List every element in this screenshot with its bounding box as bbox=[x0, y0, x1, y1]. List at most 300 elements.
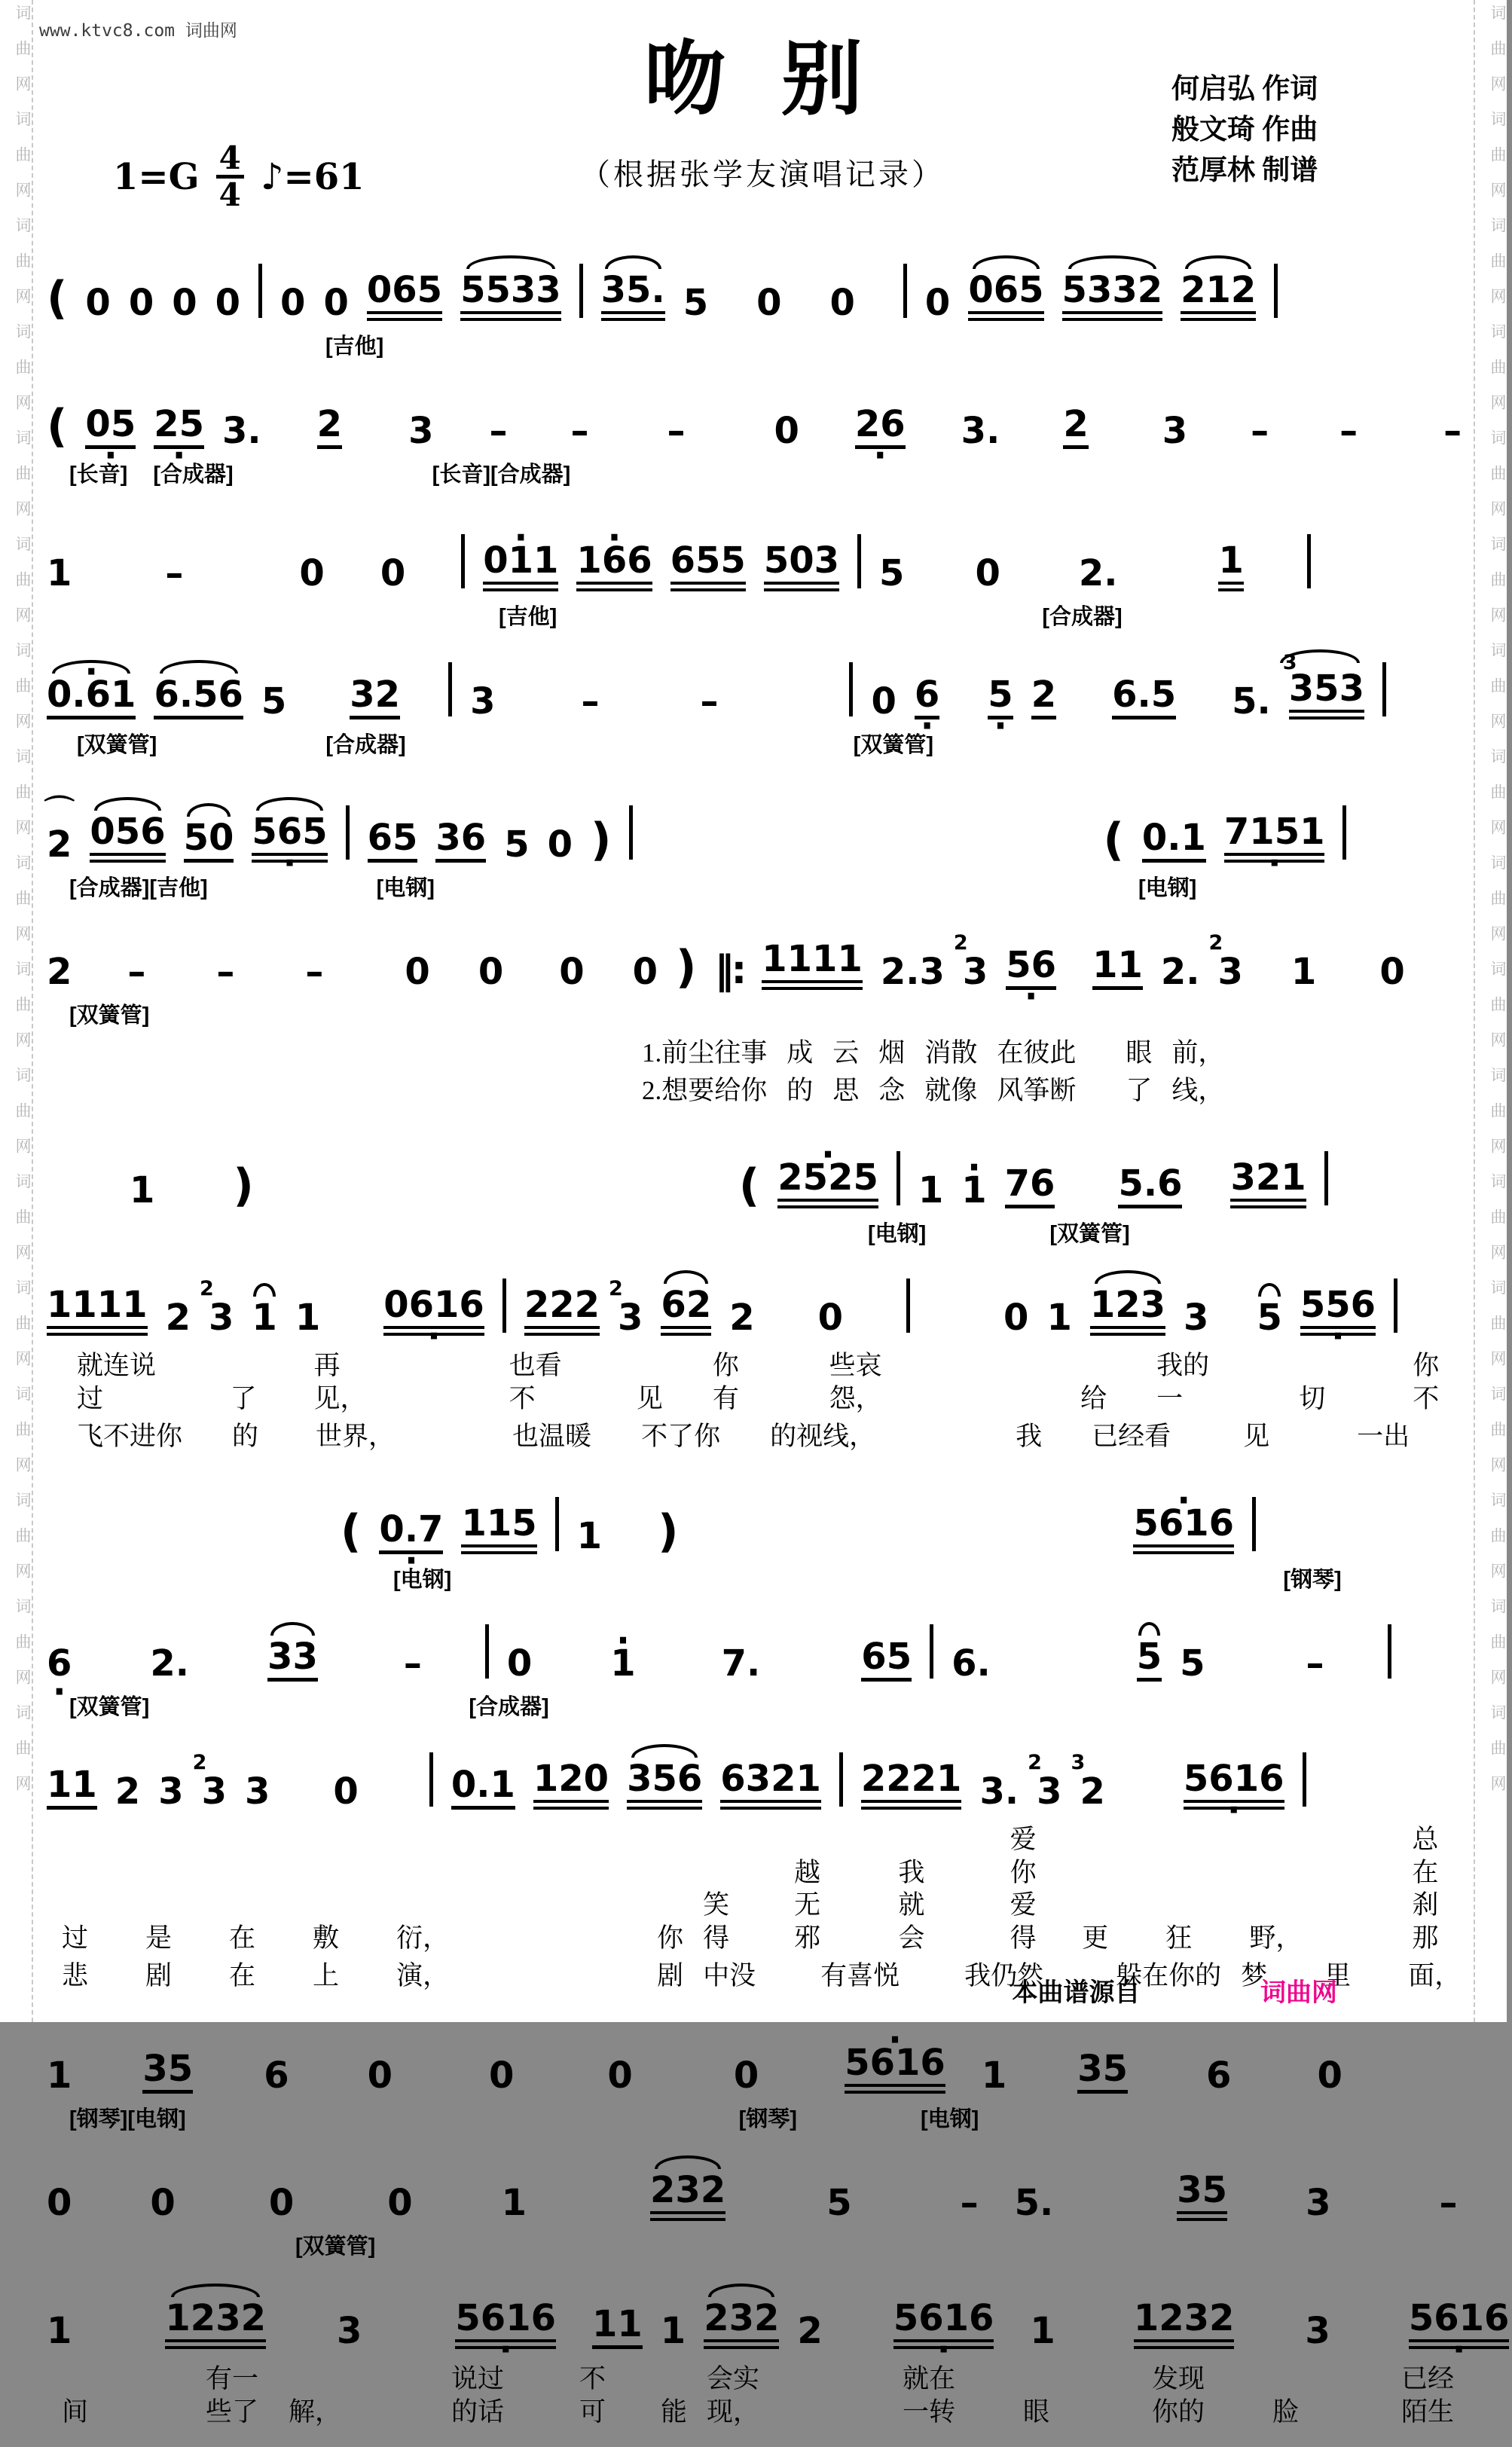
note-token: 5616 · bbox=[1184, 1761, 1284, 1810]
lyric-text: 我 bbox=[1016, 1421, 1043, 1451]
notes-row bbox=[47, 1253, 1465, 1348]
note-token: 0 bbox=[387, 2182, 413, 2225]
note-token: 0 bbox=[547, 823, 573, 866]
note-token: 2 3 bbox=[618, 1300, 643, 1336]
note-token: 5616 · bbox=[893, 2300, 994, 2349]
site-watermark: www.ktvc8.com 词曲网 bbox=[39, 21, 237, 41]
note-token: 11 bbox=[592, 2306, 643, 2349]
instrument-label: [合成器] bbox=[469, 1695, 549, 1720]
lyric-text: 在 bbox=[229, 1960, 256, 1990]
lyric-text: 2.想要给你 bbox=[642, 1075, 768, 1105]
instrument-label: [电钢] bbox=[376, 875, 435, 900]
lyric-text: 的 bbox=[232, 1421, 259, 1451]
note-token: 1 bbox=[130, 1169, 155, 1211]
lyric-text: 不可 bbox=[579, 2364, 606, 2427]
note-token: 1 bbox=[1030, 2310, 1055, 2353]
notes-row bbox=[47, 238, 1465, 333]
lyric-text: 了 bbox=[230, 1384, 257, 1414]
note-token: 26 · bbox=[855, 406, 906, 449]
bar-line bbox=[629, 805, 633, 860]
labels-row bbox=[47, 732, 1465, 765]
note-token: 11 bbox=[1092, 947, 1143, 990]
lyric-text: 的 bbox=[787, 1075, 814, 1105]
note-token: ( bbox=[1103, 813, 1124, 866]
lyric-text: 就像 bbox=[924, 1075, 978, 1105]
note-token: 2 bbox=[47, 951, 72, 994]
notes-row bbox=[47, 1599, 1465, 1694]
note-token: 32 bbox=[350, 677, 400, 719]
note-token: 6 · bbox=[47, 1645, 72, 1682]
lyric-text: 也看不 bbox=[509, 1351, 562, 1414]
left-watermark-strip bbox=[0, 0, 33, 2022]
lyric-text: 见 bbox=[1243, 1421, 1270, 1451]
lyric-text: 总在刹那 bbox=[1412, 1824, 1439, 1954]
note-token: 0 bbox=[268, 2182, 295, 2225]
time-signature-bottom: 4 bbox=[218, 176, 241, 214]
lyric-text: 不了你 bbox=[641, 1421, 721, 1451]
note-token: 1232 bbox=[165, 2300, 266, 2349]
note-token: 2 bbox=[797, 2310, 823, 2353]
lyric-text: 思 bbox=[832, 1075, 860, 1105]
lyrics-row bbox=[47, 1419, 1465, 1456]
note-token: 1111 bbox=[762, 941, 863, 990]
credits-block bbox=[1171, 69, 1318, 191]
note-token: 0 bbox=[172, 282, 197, 324]
labels-row bbox=[47, 875, 1465, 908]
bar-line bbox=[502, 1278, 506, 1333]
note-token: 36 bbox=[435, 820, 486, 863]
note-token: 123 bbox=[1090, 1287, 1165, 1336]
note-token: 0 bbox=[299, 552, 325, 595]
note-token: 2 bbox=[165, 1297, 191, 1340]
note-token: 2.3 bbox=[880, 951, 945, 994]
note-token: 2 bbox=[1031, 677, 1056, 719]
lyric-text: 飞不进你 bbox=[77, 1421, 183, 1451]
bar-line bbox=[346, 805, 350, 860]
bar-line bbox=[579, 264, 583, 318]
note-token: 5 bbox=[261, 680, 287, 723]
lyric-text: 眼 bbox=[1022, 2397, 1049, 2427]
lyric-text: 就在一转 bbox=[903, 2364, 956, 2427]
note-token: 2. bbox=[1160, 951, 1200, 994]
note-token: 0 bbox=[607, 2054, 633, 2097]
note-token: 7151 · bbox=[1224, 814, 1325, 863]
note-token: 1232 bbox=[1134, 2300, 1235, 2349]
note-token: 6.56 bbox=[154, 677, 243, 719]
credit-arranger: 范厚林 制谱 bbox=[1171, 155, 1318, 186]
note-token: – bbox=[165, 552, 184, 595]
instrument-label: [钢琴] bbox=[1283, 1567, 1342, 1592]
note-token: 0 bbox=[478, 951, 504, 994]
lyric-text: 线， bbox=[1171, 1075, 1225, 1105]
bar-line bbox=[897, 1151, 900, 1205]
note-token: 3 bbox=[245, 1770, 270, 1813]
note-token: 556 · bbox=[1300, 1287, 1376, 1336]
note-token: 3. bbox=[222, 409, 261, 452]
lyric-text: 1.前尘往事 bbox=[642, 1038, 768, 1068]
labels-row bbox=[47, 2106, 1465, 2139]
lyric-text: 世界， bbox=[316, 1421, 396, 1451]
note-token: 0 bbox=[829, 282, 855, 324]
system-3 bbox=[47, 780, 1465, 1110]
instrument-label: [双簧管] bbox=[1049, 1221, 1130, 1246]
lyric-text: 念 bbox=[878, 1075, 906, 1105]
labels-row bbox=[47, 1220, 1465, 1254]
note-token: 1 bbox=[660, 2310, 686, 2353]
notes-row bbox=[47, 1126, 1465, 1220]
key-tempo-line bbox=[113, 139, 365, 214]
bar-line bbox=[849, 662, 853, 716]
note-token: 76 bbox=[1005, 1165, 1055, 1208]
notes-row bbox=[47, 1727, 1465, 1822]
note-token: – bbox=[960, 2182, 979, 2225]
note-token: 0 bbox=[367, 2054, 393, 2097]
note-token: 1111 bbox=[47, 1287, 148, 1336]
instrument-label: [双簧管] bbox=[295, 2235, 376, 2259]
note-token: 222 bbox=[524, 1287, 600, 1336]
note-token: ⌒ 2 bbox=[47, 826, 72, 863]
note-token: 25 · bbox=[154, 406, 204, 449]
note-token: 2 bbox=[115, 1770, 141, 1813]
labels-row bbox=[47, 1002, 1465, 1035]
note-token: 0 bbox=[333, 1770, 359, 1813]
note-token: 5533 bbox=[460, 272, 561, 321]
note-token: 5. bbox=[1232, 680, 1271, 723]
note-token: – bbox=[667, 409, 686, 452]
lyric-text: 躲在你的 bbox=[1116, 1960, 1222, 1990]
credit-lyricist: 何启弘 作词 bbox=[1171, 74, 1318, 105]
note-token: 7. bbox=[721, 1642, 761, 1685]
bar-line bbox=[1303, 1752, 1306, 1807]
note-token: 2 bbox=[1063, 406, 1088, 449]
note-token: 5 bbox=[504, 823, 530, 866]
note-token: 0 bbox=[632, 951, 658, 994]
note-token: ) bbox=[676, 941, 697, 994]
note-token: 2 bbox=[317, 406, 342, 449]
note-token: 565 · bbox=[252, 814, 327, 863]
notes-row bbox=[47, 366, 1465, 461]
labels-row bbox=[47, 333, 1465, 366]
note-token: – bbox=[1339, 409, 1358, 452]
instrument-label: [合成器][吉他] bbox=[69, 875, 208, 900]
notes-row bbox=[47, 2138, 1465, 2233]
note-token: 0 bbox=[871, 680, 897, 723]
note-token: ( bbox=[738, 1159, 760, 1212]
lyric-text: 上 bbox=[313, 1960, 340, 1990]
instrument-label: [电钢] bbox=[868, 1221, 927, 1246]
lyric-text: 再见， bbox=[313, 1351, 367, 1414]
instrument-label: [双簧管] bbox=[77, 733, 157, 758]
note-token: 35 bbox=[1077, 2051, 1128, 2094]
note-token: 6321 bbox=[720, 1761, 821, 1810]
note-token: 2 3 bbox=[202, 1773, 227, 1810]
bar-line bbox=[906, 1278, 910, 1333]
note-token: 50 bbox=[184, 820, 234, 863]
note-token: 0 bbox=[405, 951, 430, 994]
lyric-text: 发现你的 bbox=[1152, 2364, 1205, 2427]
lyric-text: 云 bbox=[832, 1038, 860, 1068]
note-token: 0.1 bbox=[1142, 820, 1206, 863]
instrument-label: [钢琴] bbox=[738, 2106, 797, 2131]
note-token: 655 bbox=[670, 542, 746, 591]
labels-row bbox=[47, 2233, 1465, 2266]
instrument-label: [长音][合成器] bbox=[432, 462, 571, 487]
note-token: 3 bbox=[1162, 409, 1188, 452]
labels-row bbox=[47, 461, 1465, 494]
bar-line bbox=[1307, 534, 1311, 588]
note-token: 0 bbox=[817, 1297, 844, 1340]
lyric-text: 给 bbox=[1080, 1384, 1107, 1414]
note-token: – bbox=[1439, 2182, 1458, 2225]
note-token: 65 bbox=[368, 820, 418, 863]
note-token: ) bbox=[233, 1159, 254, 1212]
note-token: 05 · bbox=[85, 406, 136, 449]
note-token: 3 bbox=[1305, 2310, 1330, 2353]
note-token: 1 · bbox=[610, 1645, 635, 1682]
note-token: 6. bbox=[951, 1642, 991, 1685]
lyric-text: 剧 bbox=[657, 1960, 684, 1990]
instrument-label: [双簧管] bbox=[69, 1004, 150, 1028]
bar-line bbox=[1274, 264, 1278, 318]
lyric-text: 更 bbox=[1082, 1923, 1109, 1954]
lyrics-row bbox=[47, 1822, 1465, 1958]
system-5 bbox=[47, 1471, 1465, 1996]
bar-line bbox=[1342, 805, 1346, 860]
system-6 bbox=[47, 2011, 1510, 2432]
lyric-text: 了 bbox=[1126, 1075, 1153, 1105]
note-token: 1 bbox=[1046, 1297, 1072, 1340]
time-signature bbox=[216, 139, 244, 214]
lyric-text: 有喜悦 bbox=[820, 1960, 900, 1990]
note-token: 0 bbox=[975, 552, 1000, 595]
note-token: 6 bbox=[264, 2054, 289, 2097]
bar-line bbox=[1388, 1624, 1391, 1679]
footer-brand: 词曲网 bbox=[1260, 1978, 1337, 2007]
lyric-text: 你有 bbox=[712, 1351, 739, 1414]
note-token: 33 bbox=[267, 1639, 318, 1682]
lyric-text: 演， bbox=[396, 1960, 450, 1990]
footer-source-prefix: 本曲谱源自 bbox=[1012, 1978, 1141, 2007]
lyric-text: 能 bbox=[661, 2397, 688, 2427]
note-token: – bbox=[127, 951, 146, 994]
bar-line bbox=[857, 534, 861, 588]
performance-note: （根据张学友演唱记录） bbox=[580, 157, 945, 191]
bar-line bbox=[461, 534, 465, 588]
lyric-text: 是 bbox=[145, 1923, 173, 1954]
lyric-text: 敷 bbox=[313, 1923, 340, 1954]
note-token: 2 3 bbox=[209, 1300, 234, 1336]
labels-row bbox=[47, 1566, 1465, 1599]
note-token: 1 bbox=[1291, 951, 1317, 994]
note-token: 232 bbox=[650, 2172, 725, 2221]
note-token: 56 · bbox=[1006, 947, 1056, 990]
note-token: 0.1 bbox=[451, 1767, 515, 1810]
note-token: 115 bbox=[461, 1505, 536, 1554]
instrument-label: [吉他] bbox=[325, 335, 384, 359]
system-2 bbox=[47, 509, 1465, 764]
note-token: 6 · bbox=[915, 677, 939, 719]
note-token: – bbox=[216, 951, 235, 994]
instrument-label: [双簧管] bbox=[69, 1695, 150, 1720]
note-token: 0 bbox=[1003, 1297, 1029, 1340]
note-token: 2221 bbox=[861, 1761, 962, 1810]
note-token: 3 bbox=[1184, 1297, 1209, 1340]
note-token: 120 bbox=[533, 1761, 609, 1810]
bar-line bbox=[429, 1752, 433, 1807]
lyric-text: 见 bbox=[636, 1384, 663, 1414]
note-token: – bbox=[570, 409, 589, 452]
note-token: 321 bbox=[1230, 1159, 1306, 1208]
instrument-label: [长音] bbox=[69, 462, 128, 487]
lyric-text: 也温暖 bbox=[512, 1421, 592, 1451]
note-token: – bbox=[1443, 409, 1462, 452]
note-token: 356 bbox=[627, 1761, 702, 1810]
right-watermark-text: 词曲网词曲网词曲网词曲网词曲网词曲网词曲网词曲网词曲网词曲网词曲网词曲网词曲网词曲网词曲网词曲网词曲网 bbox=[1489, 5, 1506, 1810]
note-token: 0 bbox=[128, 282, 154, 324]
instrument-label: [电钢] bbox=[393, 1567, 452, 1592]
note-token: 2. bbox=[1078, 552, 1118, 595]
note-token: ) bbox=[591, 813, 612, 866]
instrument-label: [合成器] bbox=[1042, 605, 1123, 630]
notes-row bbox=[47, 2011, 1465, 2106]
note-token: 0 bbox=[323, 282, 349, 324]
note-token: 2 3 bbox=[1037, 1773, 1061, 1810]
note-token: 0 bbox=[559, 951, 585, 994]
notes-row bbox=[47, 780, 1465, 875]
note-token: 5 bbox=[683, 282, 709, 324]
lyrics-row bbox=[47, 2361, 1465, 2432]
left-watermark-text: 词曲网词曲网词曲网词曲网词曲网词曲网词曲网词曲网词曲网词曲网词曲网词曲网词曲网词曲网词曲网词曲网词曲网 bbox=[14, 5, 31, 1810]
lyric-text: 爱你爱得 bbox=[1010, 1824, 1037, 1954]
note-token: 5 bbox=[1180, 1642, 1205, 1685]
note-token: 503 bbox=[764, 542, 839, 591]
credit-composer: 般文琦 作曲 bbox=[1171, 115, 1318, 145]
note-token: 1 bbox=[501, 2182, 527, 2225]
instrument-label: [电钢] bbox=[920, 2106, 979, 2131]
bar-line bbox=[839, 1752, 843, 1807]
lyric-text: 些哀怨， bbox=[829, 1351, 882, 1414]
note-token: 0.61 · bbox=[47, 677, 136, 719]
note-token: 065 bbox=[968, 272, 1043, 321]
lyric-text: 说过的话 bbox=[451, 2364, 505, 2427]
note-token: 5616 · bbox=[455, 2300, 556, 2349]
note-token: 5332 bbox=[1062, 272, 1163, 321]
notes-row bbox=[47, 1471, 1465, 1566]
system-4 bbox=[47, 1126, 1465, 1456]
note-token: 212 bbox=[1181, 272, 1256, 321]
lyric-text: 成 bbox=[787, 1038, 814, 1068]
note-token: 1 bbox=[47, 2054, 72, 2097]
lyric-text: 消散 bbox=[924, 1038, 978, 1068]
note-token: 0 bbox=[506, 1642, 533, 1685]
lyric-text: 一出 bbox=[1357, 1421, 1410, 1451]
lyric-text: 里 bbox=[1324, 1960, 1352, 1990]
instrument-label: [吉他] bbox=[499, 605, 557, 630]
lyric-text: 你不 bbox=[1413, 1351, 1440, 1414]
note-token: 5 bbox=[1257, 1297, 1282, 1340]
lyric-text: 已经看 bbox=[1092, 1421, 1171, 1451]
note-token: 3. bbox=[961, 409, 1000, 452]
note-token: 1 bbox=[47, 552, 72, 595]
lyric-text: 中没 bbox=[703, 1960, 756, 1990]
note-token: 5 · bbox=[988, 677, 1013, 719]
note-token: 5616 · bbox=[845, 2045, 945, 2094]
note-token: 0 bbox=[380, 552, 406, 595]
lyric-text: 就连说过 bbox=[77, 1351, 157, 1414]
note-token: 35 bbox=[142, 2051, 193, 2094]
note-token: 65 bbox=[861, 1639, 912, 1682]
lyric-text: 过 bbox=[62, 1923, 89, 1954]
note-token: 0 bbox=[280, 282, 306, 324]
note-token: 35. bbox=[601, 272, 665, 321]
note-token: ( bbox=[47, 399, 68, 453]
note-token: 3 2 bbox=[1080, 1773, 1105, 1810]
note-token: 5. bbox=[1014, 2182, 1054, 2225]
note-token: 3 bbox=[1306, 2182, 1331, 2225]
lyric-text: 我的一 bbox=[1156, 1351, 1210, 1414]
note-token: 2. bbox=[150, 1642, 190, 1685]
note-token: ( bbox=[341, 1505, 362, 1558]
key-signature: 1=G bbox=[113, 155, 200, 198]
note-token: 2525 · bbox=[777, 1159, 878, 1208]
note-token: – bbox=[700, 680, 719, 723]
note-token: 2 3 bbox=[1218, 954, 1243, 990]
note-token: 3 bbox=[158, 1770, 184, 1813]
lyric-text: 风筝断 bbox=[997, 1075, 1077, 1105]
lyric-text: 脸 bbox=[1272, 2397, 1299, 2427]
note-token: 0 bbox=[756, 282, 782, 324]
bar-line bbox=[485, 1624, 489, 1679]
note-token: 166 · bbox=[576, 542, 652, 591]
lyric-text: 笑得 bbox=[703, 1890, 730, 1954]
lyric-text: 越无邪 bbox=[794, 1857, 821, 1954]
bar-line bbox=[258, 264, 262, 318]
note-token: ) bbox=[658, 1505, 679, 1558]
instrument-label: [合成器] bbox=[153, 462, 234, 487]
note-token: 2 bbox=[729, 1297, 755, 1340]
note-token: 0 bbox=[1317, 2054, 1342, 2097]
note-token: 5 bbox=[879, 552, 905, 595]
note-token: 0.7 · bbox=[379, 1511, 443, 1554]
note-token: 232 bbox=[704, 2300, 779, 2349]
instrument-label: [电钢] bbox=[1138, 875, 1197, 900]
lyric-text: 前， bbox=[1171, 1038, 1225, 1068]
footer-source-line bbox=[1013, 1972, 1337, 2009]
lyric-text: 面， bbox=[1408, 1960, 1462, 1990]
bar-line bbox=[448, 662, 452, 716]
note-token: 6.5 bbox=[1112, 677, 1176, 719]
note-token: 5616 · bbox=[1409, 2300, 1510, 2349]
lyric-text: 衍， bbox=[396, 1923, 450, 1954]
lyric-text: 悲 bbox=[62, 1960, 89, 1990]
note-token: 0616 · bbox=[383, 1287, 484, 1336]
note-token: 3 353 bbox=[1289, 671, 1364, 719]
note-token: – bbox=[489, 409, 508, 452]
note-token: 0 bbox=[150, 2182, 176, 2225]
note-token: 0 bbox=[215, 282, 241, 324]
song-title: 吻别 bbox=[643, 35, 918, 125]
lyric-text: 的视线， bbox=[770, 1421, 876, 1451]
note-token: – bbox=[403, 1642, 422, 1685]
note-token: 6 bbox=[1206, 2054, 1232, 2097]
note-token: – bbox=[581, 680, 600, 723]
note-token: – bbox=[1251, 409, 1269, 452]
note-token: 0 bbox=[924, 282, 951, 324]
note-token: 1 bbox=[981, 2054, 1007, 2097]
note-token: 5616 · bbox=[1133, 1505, 1234, 1554]
note-token: 1 · bbox=[961, 1172, 986, 1208]
instrument-label: [钢琴][电钢] bbox=[69, 2106, 186, 2131]
